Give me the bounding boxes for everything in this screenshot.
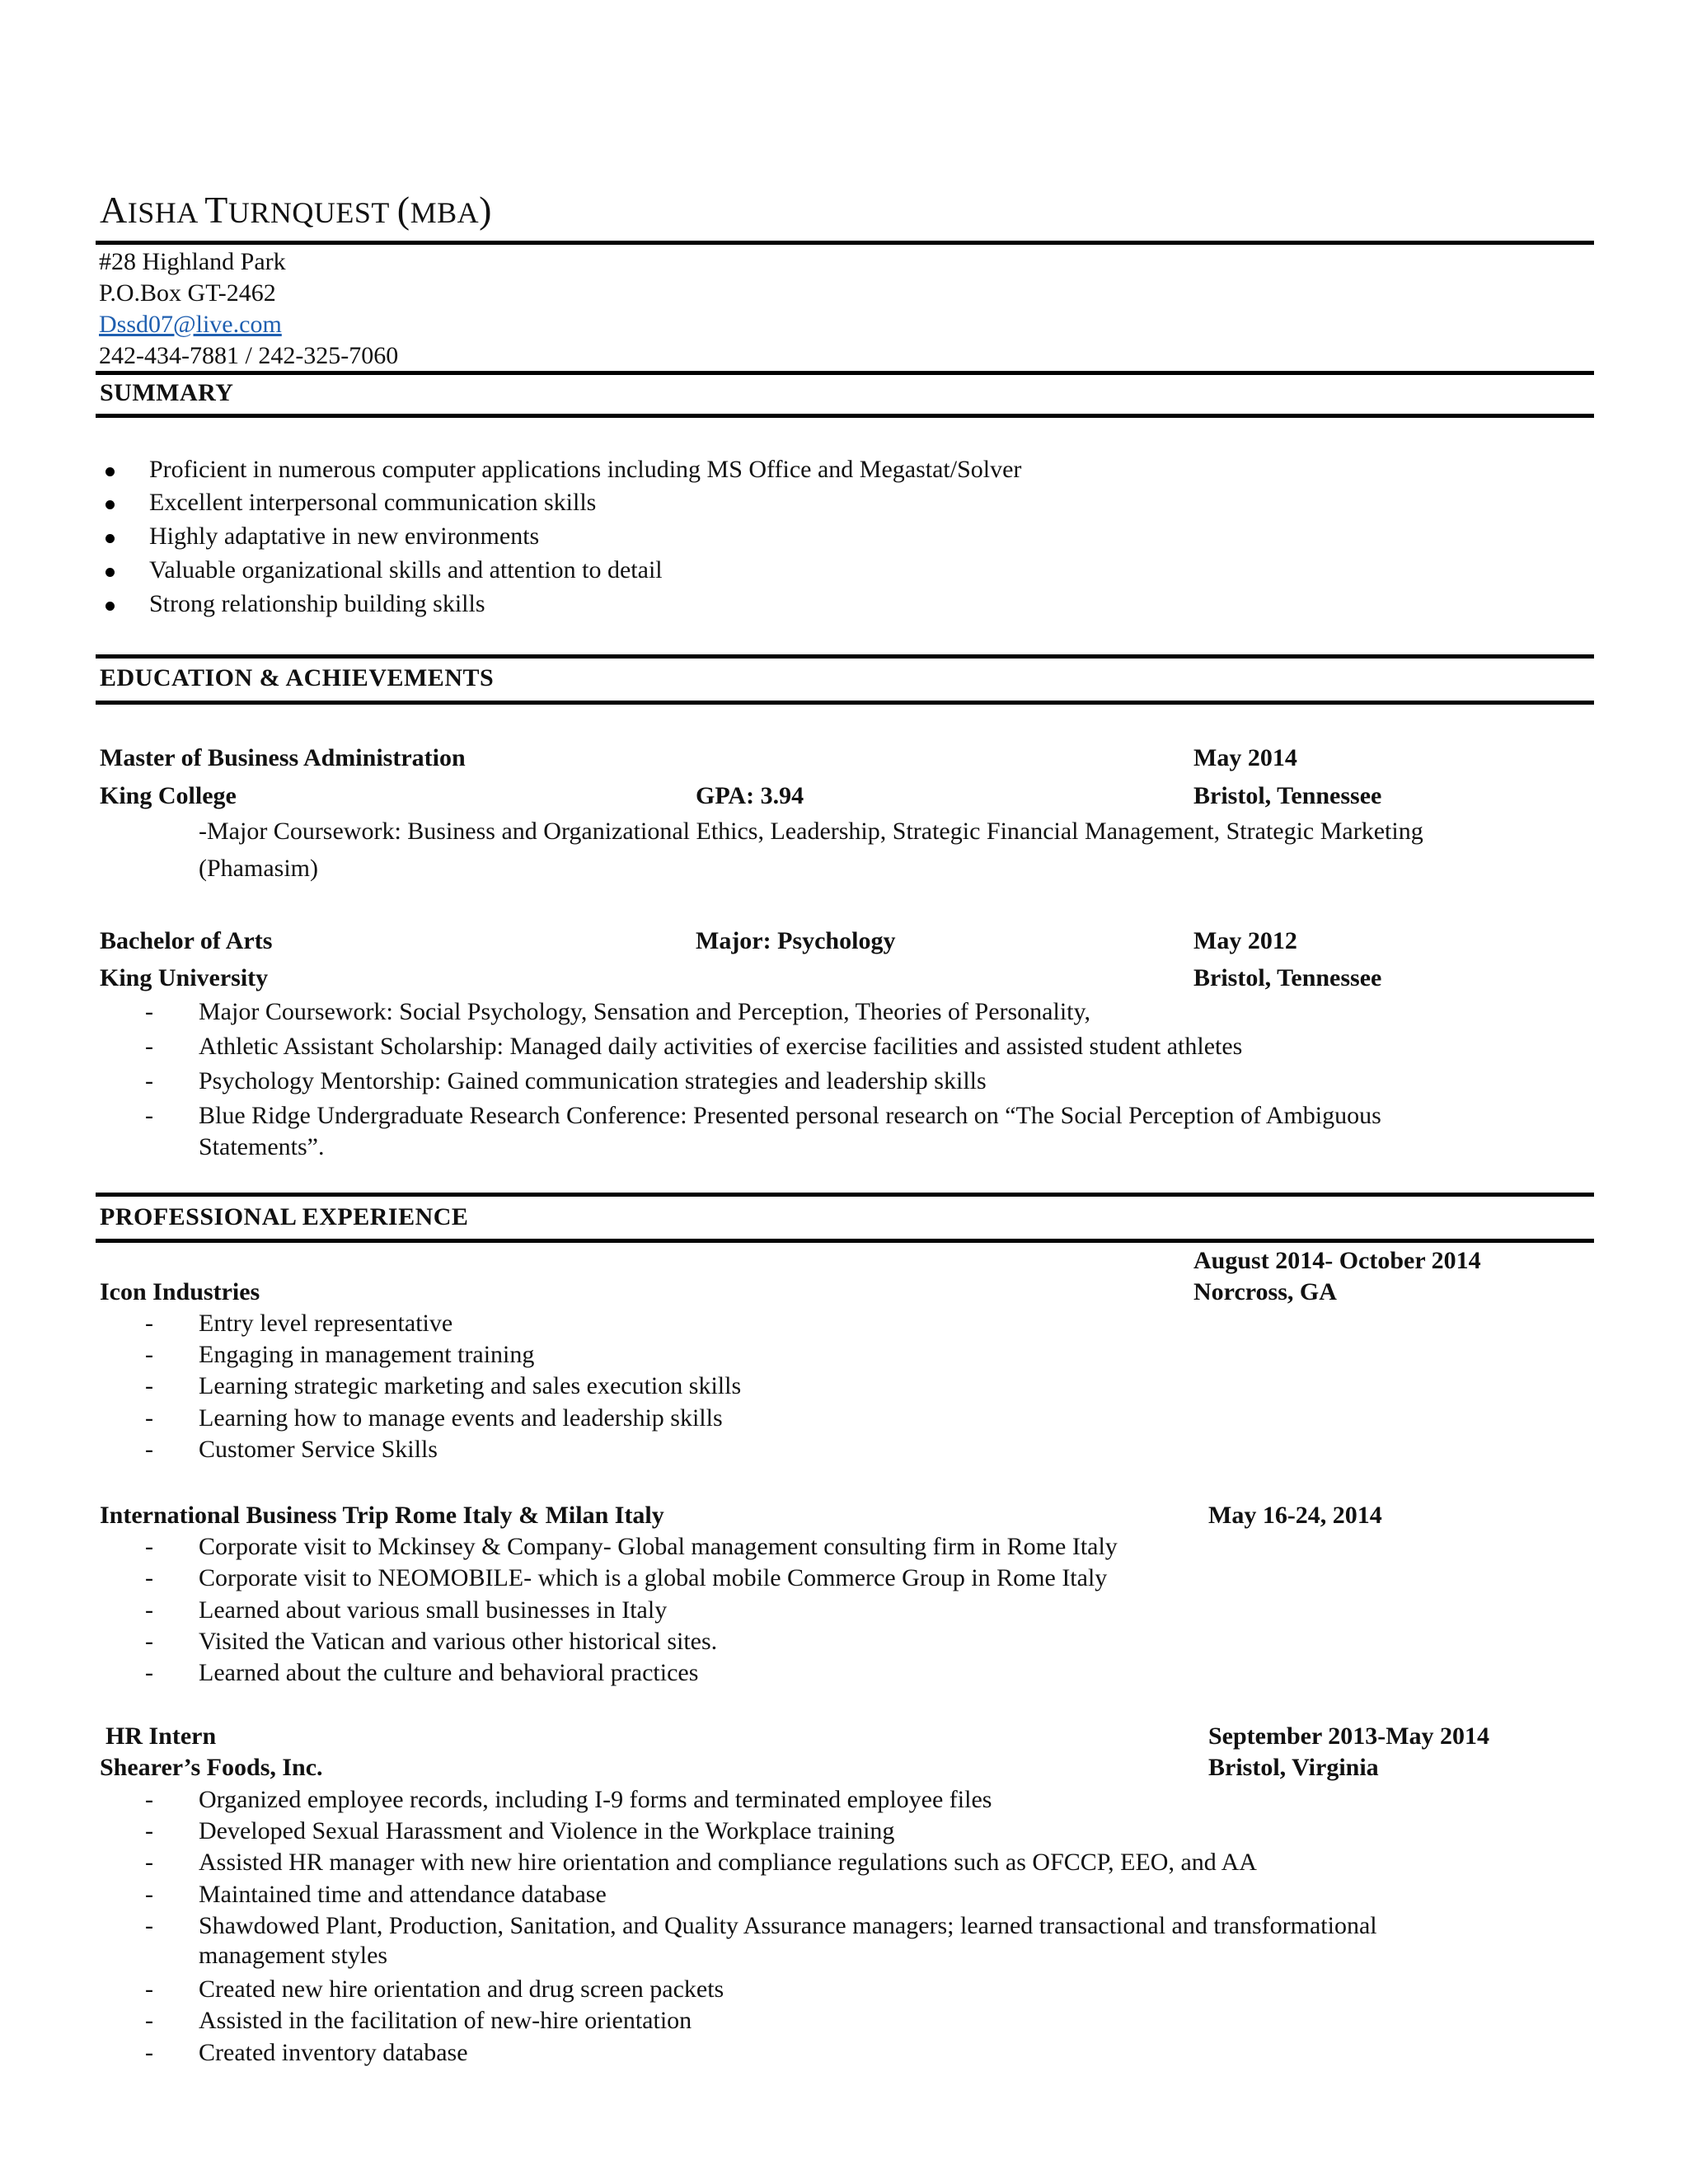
mba-date: May 2014 — [1193, 744, 1297, 771]
ba-school: King University — [100, 964, 269, 991]
hr-item: Organized employee records, including I-9 forms and terminated employee files — [199, 1786, 992, 1813]
list-dash: - — [145, 1310, 153, 1337]
ba-item-cont: Statements”. — [199, 1133, 325, 1160]
name-divider — [96, 241, 1594, 245]
ba-degree: Bachelor of Arts — [100, 927, 273, 954]
icon-date: August 2014- October 2014 — [1193, 1247, 1481, 1274]
list-dash: - — [145, 1817, 153, 1844]
list-dash: - — [145, 1436, 153, 1463]
summary-bullet: Highly adaptative in new environments — [149, 523, 540, 550]
list-dash: - — [145, 1564, 153, 1591]
address-line-1: #28 Highland Park — [99, 248, 286, 275]
list-dash: - — [145, 1067, 153, 1094]
list-dash: - — [145, 1596, 153, 1624]
list-dash: - — [145, 998, 153, 1025]
bullet-dot — [106, 568, 115, 577]
education-bottom-rule — [96, 701, 1594, 705]
bullet-dot — [106, 534, 115, 543]
icon-company: Icon Industries — [100, 1278, 260, 1305]
mba-coursework: -Major Coursework: Business and Organizational Ethics, Leadership, Strategic Financial Management, Strategic Marketing — [199, 818, 1423, 845]
hr-item-cont: management styles — [199, 1942, 388, 1969]
trip-item: Corporate visit to NEOMOBILE- which is a global mobile Commerce Group in Rome Italy — [199, 1564, 1108, 1591]
hr-item: Shawdowed Plant, Production, Sanitation, and Quality Assurance managers; learned transactional and transformational — [199, 1912, 1377, 1939]
summary-bullet: Strong relationship building skills — [149, 590, 485, 617]
icon-location: Norcross, GA — [1193, 1278, 1337, 1305]
list-dash: - — [145, 1404, 153, 1432]
icon-item: Entry level representative — [199, 1310, 453, 1337]
hr-role: HR Intern — [106, 1722, 217, 1750]
name-paren-close: ) — [479, 189, 492, 231]
list-dash: - — [145, 1849, 153, 1876]
list-dash: - — [145, 1975, 153, 2003]
summary-top-rule — [96, 371, 1594, 375]
hr-item: Maintained time and attendance database — [199, 1881, 607, 1908]
icon-item: Customer Service Skills — [199, 1436, 438, 1463]
trip-title: International Business Trip Rome Italy & Milan Italy — [100, 1502, 664, 1529]
summary-bullet: Valuable organizational skills and attention to detail — [149, 556, 663, 583]
email-link[interactable]: Dssd07@live.com — [99, 311, 282, 338]
ba-item: Athletic Assistant Scholarship: Managed daily activities of exercise facilities and assisted student athletes — [199, 1033, 1243, 1060]
hr-location: Bristol, Virginia — [1208, 1754, 1379, 1781]
hr-item: Assisted HR manager with new hire orientation and compliance regulations such as OFCCP, EEO, and AA — [199, 1849, 1257, 1876]
hr-company: Shearer’s Foods, Inc. — [100, 1754, 323, 1781]
list-dash: - — [145, 1881, 153, 1908]
mba-school: King College — [100, 782, 237, 809]
list-dash: - — [145, 1033, 153, 1060]
hr-date: September 2013-May 2014 — [1208, 1722, 1490, 1750]
summary-heading: SUMMARY — [100, 379, 234, 406]
bullet-dot — [106, 500, 115, 509]
name-first-rest: ISHA — [127, 196, 205, 229]
icon-item: Learning how to manage events and leadership skills — [199, 1404, 723, 1432]
list-dash: - — [145, 1533, 153, 1560]
list-dash: - — [145, 1102, 153, 1129]
list-dash: - — [145, 2039, 153, 2066]
hr-item: Created inventory database — [199, 2039, 468, 2066]
icon-item: Learning strategic marketing and sales execution skills — [199, 1372, 742, 1399]
summary-bullet: Excellent interpersonal communication skills — [149, 489, 597, 516]
icon-item: Engaging in management training — [199, 1341, 535, 1368]
name-degree: MBA — [410, 196, 480, 229]
address-line-2: P.O.Box GT-2462 — [99, 279, 276, 307]
experience-heading: PROFESSIONAL EXPERIENCE — [100, 1203, 469, 1230]
summary-bullet: Proficient in numerous computer applications including MS Office and Megastat/Solver — [149, 456, 1022, 483]
mba-coursework-cont: (Phamasim) — [199, 855, 318, 882]
bullet-dot — [106, 602, 115, 611]
mba-gpa: GPA: 3.94 — [696, 782, 804, 809]
ba-date: May 2012 — [1193, 927, 1297, 954]
phone-numbers: 242-434-7881 / 242-325-7060 — [99, 342, 399, 369]
ba-major: Major: Psychology — [696, 927, 896, 954]
trip-item: Corporate visit to Mckinsey & Company- Global management consulting firm in Rome Italy — [199, 1533, 1118, 1560]
list-dash: - — [145, 2007, 153, 2034]
name-initial-last: T — [204, 189, 228, 231]
name-paren-open: ( — [396, 189, 410, 231]
mba-location: Bristol, Tennessee — [1193, 782, 1382, 809]
list-dash: - — [145, 1912, 153, 1939]
hr-item: Created new hire orientation and drug screen packets — [199, 1975, 724, 2003]
summary-bottom-rule — [96, 414, 1594, 418]
hr-item: Developed Sexual Harassment and Violence in the Workplace training — [199, 1817, 895, 1844]
experience-top-rule — [96, 1193, 1594, 1197]
ba-item: Major Coursework: Social Psychology, Sensation and Perception, Theories of Personality, — [199, 998, 1091, 1025]
education-heading: EDUCATION & ACHIEVEMENTS — [100, 664, 495, 691]
ba-location: Bristol, Tennessee — [1193, 964, 1382, 991]
name-last-rest: URNQUEST — [227, 196, 397, 229]
trip-item: Learned about various small businesses in Italy — [199, 1596, 668, 1624]
email-link-wrap — [99, 309, 282, 340]
trip-item: Learned about the culture and behavioral practices — [199, 1659, 699, 1686]
list-dash: - — [145, 1786, 153, 1813]
education-top-rule — [96, 654, 1594, 658]
hr-item: Assisted in the facilitation of new-hire orientation — [199, 2007, 692, 2034]
ba-item: Psychology Mentorship: Gained communication strategies and leadership skills — [199, 1067, 987, 1094]
trip-item: Visited the Vatican and various other historical sites. — [199, 1628, 718, 1655]
name-initial-first: A — [100, 189, 128, 231]
list-dash: - — [145, 1372, 153, 1399]
candidate-name — [100, 188, 492, 232]
list-dash: - — [145, 1659, 153, 1686]
trip-date: May 16-24, 2014 — [1208, 1502, 1382, 1529]
list-dash: - — [145, 1628, 153, 1655]
ba-item: Blue Ridge Undergraduate Research Conference: Presented personal research on “The Social Perception of Ambiguous — [199, 1102, 1381, 1129]
experience-bottom-rule — [96, 1239, 1594, 1243]
bullet-dot — [106, 467, 115, 476]
mba-degree: Master of Business Administration — [100, 744, 466, 771]
list-dash: - — [145, 1341, 153, 1368]
